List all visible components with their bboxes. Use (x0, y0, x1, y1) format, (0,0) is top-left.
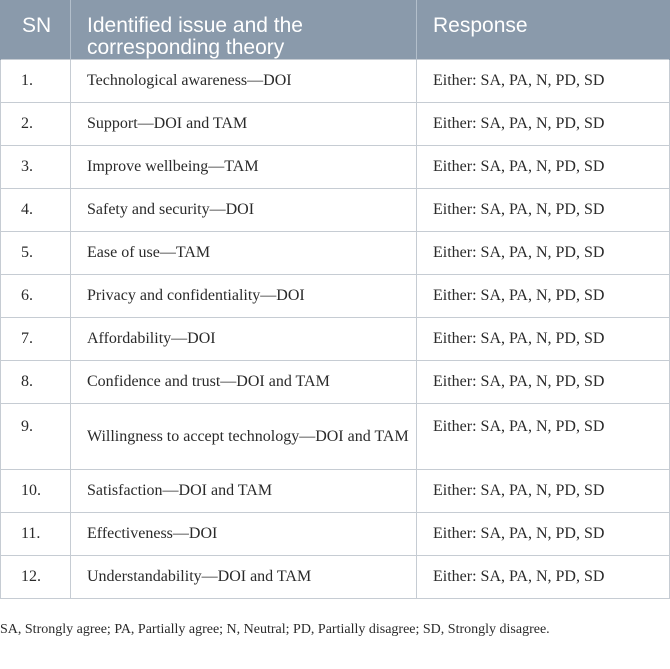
row-sn: 12. (1, 556, 71, 599)
table-row (1, 60, 670, 103)
row-issue: Confidence and trust—DOI and TAM (71, 361, 417, 404)
row-response: Either: SA, PA, N, PD, SD (417, 189, 670, 232)
row-response: Either: SA, PA, N, PD, SD (417, 470, 670, 513)
table-row (1, 275, 670, 318)
table-header (1, 0, 670, 60)
table-body (1, 60, 670, 599)
table-row (1, 556, 670, 599)
row-response: Either: SA, PA, N, PD, SD (417, 318, 670, 361)
row-response: Either: SA, PA, N, PD, SD (417, 275, 670, 318)
row-sn: 4. (1, 189, 71, 232)
row-sn: 3. (1, 146, 71, 189)
header-response: Response (417, 0, 670, 60)
row-response: Either: SA, PA, N, PD, SD (417, 404, 670, 470)
row-response: Either: SA, PA, N, PD, SD (417, 513, 670, 556)
row-response: Either: SA, PA, N, PD, SD (417, 103, 670, 146)
row-issue: Privacy and confidentiality—DOI (71, 275, 417, 318)
header-row (1, 0, 670, 60)
row-sn: 9. (1, 404, 71, 470)
header-issue-theory: Identified issue and the corresponding theory (71, 0, 417, 60)
table-row (1, 513, 670, 556)
table-row (1, 361, 670, 404)
row-sn: 8. (1, 361, 71, 404)
row-issue: Technological awareness—DOI (71, 60, 417, 103)
table-row (1, 470, 670, 513)
row-response: Either: SA, PA, N, PD, SD (417, 556, 670, 599)
row-response: Either: SA, PA, N, PD, SD (417, 232, 670, 275)
row-response: Either: SA, PA, N, PD, SD (417, 146, 670, 189)
row-sn: 7. (1, 318, 71, 361)
table-row (1, 318, 670, 361)
row-sn: 5. (1, 232, 71, 275)
row-response: Either: SA, PA, N, PD, SD (417, 60, 670, 103)
row-issue: Support—DOI and TAM (71, 103, 417, 146)
row-issue: Safety and security—DOI (71, 189, 417, 232)
row-issue: Effectiveness—DOI (71, 513, 417, 556)
row-issue: Willingness to accept technology—DOI and TAM (71, 404, 417, 470)
row-response: Either: SA, PA, N, PD, SD (417, 361, 670, 404)
table-row (1, 404, 670, 470)
row-sn: 10. (1, 470, 71, 513)
row-sn: 11. (1, 513, 71, 556)
table-footnote: SA, Strongly agree; PA, Partially agree; N, Neutral; PD, Partially disagree; SD, Strongly disagree. (0, 622, 550, 637)
row-issue: Satisfaction—DOI and TAM (71, 470, 417, 513)
row-issue: Ease of use—TAM (71, 232, 417, 275)
row-sn: 2. (1, 103, 71, 146)
table-row (1, 189, 670, 232)
row-sn: 1. (1, 60, 71, 103)
header-sn: SN (1, 0, 71, 60)
row-issue: Understandability—DOI and TAM (71, 556, 417, 599)
table-row (1, 146, 670, 189)
row-issue: Improve wellbeing—TAM (71, 146, 417, 189)
table-row (1, 103, 670, 146)
table-row (1, 232, 670, 275)
row-issue: Affordability—DOI (71, 318, 417, 361)
row-sn: 6. (1, 275, 71, 318)
